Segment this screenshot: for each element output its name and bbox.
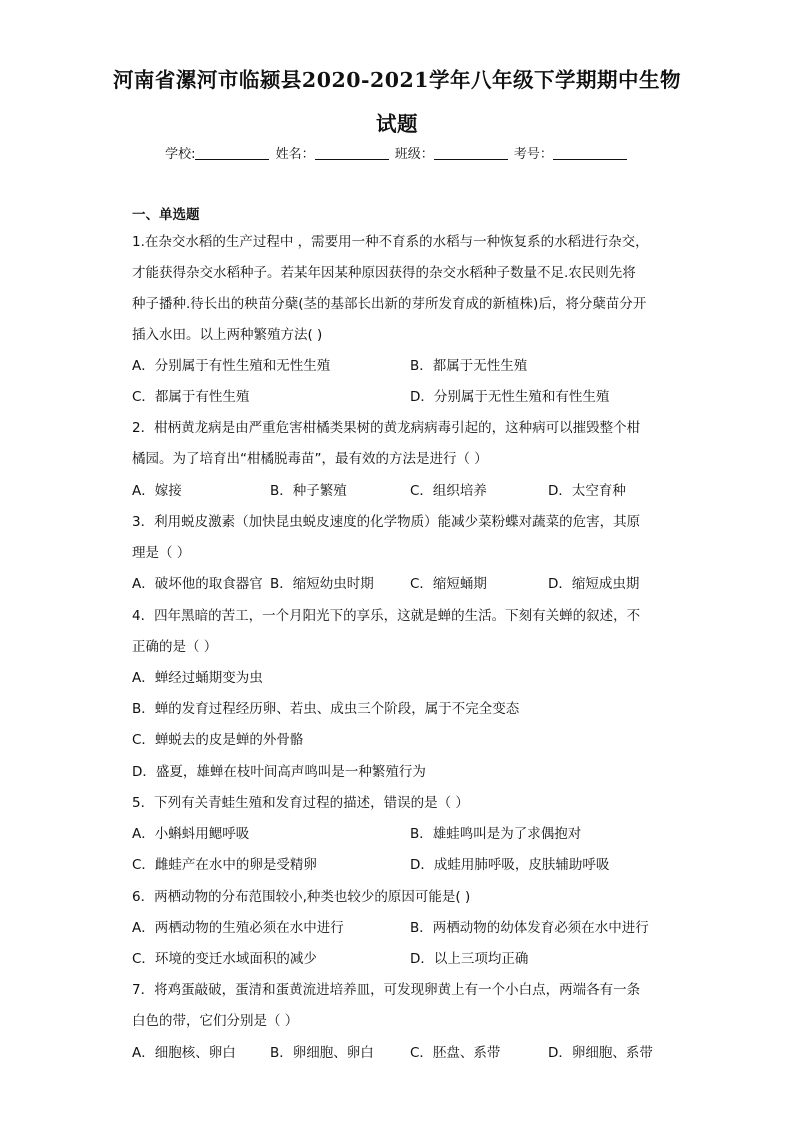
question-2-option-b: B．种子繁殖 — [270, 483, 347, 499]
school-label: 学校: — [165, 147, 196, 162]
class-blank[interactable] — [434, 147, 508, 160]
question-1-line-3: 种子播种.待长出的秧苗分蘖(茎的基部长出新的芽所发育成的新植株)后，将分蘖苗分开 — [132, 296, 647, 312]
page-title-continued: 试题 — [376, 112, 418, 136]
question-7-option-c: C．胚盘、系带 — [410, 1045, 501, 1061]
name-label: 姓名： — [275, 147, 315, 162]
question-2-option-a: A．嫁接 — [132, 483, 182, 499]
question-3-option-b: B．缩短幼虫时期 — [270, 576, 374, 592]
question-5-option-c: C．雌蛙产在水中的卵是受精卵 — [132, 857, 317, 873]
question-2-option-d: D．太空育种 — [548, 483, 626, 499]
question-7-option-b: B．卵细胞、卵白 — [270, 1045, 374, 1061]
question-4-option-d: D．盛夏，雄蝉在枝叶间高声鸣叫是一种繁殖行为 — [132, 764, 426, 780]
question-1-option-b: B．都属于无性生殖 — [410, 358, 528, 374]
question-3-option-d: D．缩短成虫期 — [548, 576, 640, 592]
question-3-option-a: A．破坏他的取食器官 — [132, 576, 263, 592]
question-2-line-1: 2．柑柄黄龙病是由严重危害柑橘类果树的黄龙病病毒引起的，这种病可以摧毁整个柑 — [132, 420, 641, 436]
question-1-option-d: D．分别属于无性生殖和有性生殖 — [410, 389, 610, 405]
exam-number-label: 考号： — [513, 147, 553, 162]
page-title: 河南省漯河市临颍县2020-2021学年八年级下学期期中生物 — [112, 68, 682, 92]
question-5-option-a: A．小蝌蚪用鳃呼吸 — [132, 826, 250, 842]
question-6-line-1: 6．两栖动物的分布范围较小,种类也较少的原因可能是( ) — [132, 889, 471, 905]
question-6-option-d: D．以上三项均正确 — [410, 951, 529, 967]
school-blank[interactable] — [195, 147, 269, 160]
question-5-option-d: D．成蛙用肺呼吸，皮肤辅助呼吸 — [410, 857, 610, 873]
question-1-line-1: 1.在杂交水稻的生产过程中 ，需要用一种不育系的水稻与一种恢复系的水稻进行杂交， — [132, 234, 649, 250]
question-1-option-c: C．都属于有性生殖 — [132, 389, 250, 405]
question-6-option-b: B．两栖动物的幼体发育必须在水中进行 — [410, 920, 649, 936]
question-1-line-2: 才能获得杂交水稻种子。若某年因某种原因获得的杂交水稻种子数量不足.农民则先将 — [132, 265, 636, 281]
question-4-option-a: A．蝉经过蛹期变为虫 — [132, 670, 263, 686]
name-blank[interactable] — [315, 147, 389, 160]
question-6-option-c: C．环境的变迁水域面积的减少 — [132, 951, 317, 967]
question-1-line-4: 插入水田。以上两种繁殖方法( ) — [132, 327, 323, 343]
question-7-option-a: A．细胞核、卵白 — [132, 1045, 236, 1061]
question-5-option-b: B．雄蛙鸣叫是为了求偶抱对 — [410, 826, 582, 842]
question-4-line-2: 正确的是（ ） — [132, 639, 218, 655]
question-7-option-d: D．卵细胞、系带 — [548, 1045, 653, 1061]
question-3-line-2: 理是（ ） — [132, 545, 191, 561]
question-1-option-a: A．分别属于有性生殖和无性生殖 — [132, 358, 331, 374]
exam-number-blank[interactable] — [553, 147, 627, 160]
question-5-line-1: 5．下列有关青蛙生殖和发育过程的描述，错误的是（ ） — [132, 795, 469, 811]
question-2-option-c: C．组织培养 — [410, 483, 487, 499]
question-4-line-1: 4．四年黑暗的苦工，一个月阳光下的享乐，这就是蝉的生活。下刻有关蝉的叙述，不 — [132, 608, 641, 624]
question-7-line-2: 白色的带，它们分别是（ ） — [132, 1013, 299, 1029]
question-4-option-c: C．蝉蜕去的皮是蝉的外骨骼 — [132, 732, 304, 748]
question-4-option-b: B．蝉的发育过程经历卵、若虫、成虫三个阶段，属于不完全变态 — [132, 701, 520, 717]
question-3-line-1: 3．利用蜕皮激素（加快昆虫蜕皮速度的化学物质）能减少菜粉蝶对蔬菜的危害，其原 — [132, 514, 641, 530]
class-label: 班级： — [394, 147, 434, 162]
question-6-option-a: A．两栖动物的生殖必须在水中进行 — [132, 920, 344, 936]
section-heading: 一、单选题 — [132, 207, 200, 223]
student-info-row — [0, 147, 794, 161]
question-3-option-c: C．缩短蛹期 — [410, 576, 487, 592]
question-7-line-1: 7．将鸡蛋敲破，蛋清和蛋黄流进培养皿，可发现卵黄上有一个小白点，两端各有一条 — [132, 982, 641, 998]
question-2-line-2: 橘园。为了培育出“柑橘脱毒苗”，最有效的方法是进行（ ） — [132, 451, 488, 467]
